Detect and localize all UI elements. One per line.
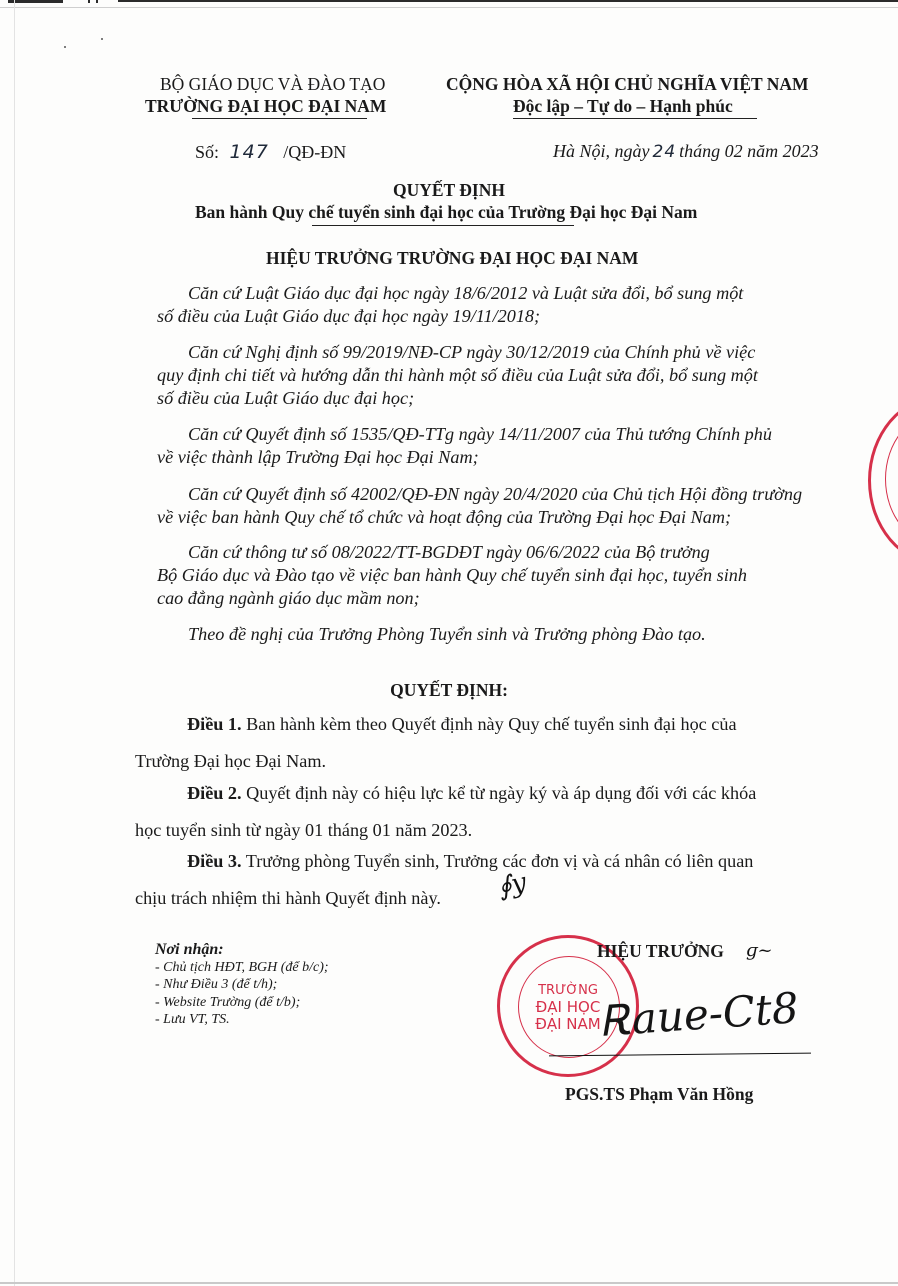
handwritten-signature: Ꭱaue‑Ct8 <box>598 983 801 1046</box>
decision-subject: Ban hành Quy chế tuyển sinh đại học của Trường Đại học Đại Nam <box>195 202 698 222</box>
article-3: Điều 3. Trưởng phòng Tuyển sinh, Trưởng các đơn vị và cá nhân có liên quan chịu trách nhiệm thi hành Quyết định này. <box>135 851 754 908</box>
scan-border-bottom <box>0 1282 898 1284</box>
recipient-item: - Chủ tịch HĐT, BGH (để b/c); <box>155 959 329 975</box>
recipients-title: Nơi nhận: <box>155 941 224 958</box>
subject-underline <box>312 225 574 226</box>
initials-mark: ɡ~ <box>746 940 773 961</box>
page-edge-stamp <box>868 395 898 566</box>
signatory-title: HIỆU TRƯỞNG <box>597 941 724 961</box>
document-date: Hà Nội, ngày 24 tháng 02 năm 2023 <box>553 141 819 162</box>
recipient-item: - Website Trường (để t/b); <box>155 994 301 1010</box>
recipient-item: - Lưu VT, TS. <box>155 1012 230 1027</box>
national-title: CỘNG HÒA XÃ HỘI CHỦ NGHĨA VIỆT NAM <box>446 74 809 94</box>
handwritten-number: 147 <box>229 141 269 163</box>
national-motto: Độc lập – Tự do – Hạnh phúc <box>513 96 733 116</box>
scan-top-edge <box>0 0 898 6</box>
preamble-3: Căn cứ Quyết định số 1535/QĐ-TTg ngày 14/11/2007 của Thủ tướng Chính phủ về việc thành lập Trường Đại học Đại Nam; <box>157 424 772 467</box>
header-left-underline <box>192 118 367 119</box>
article-1: Điều 1. Ban hành kèm theo Quyết định này Quy chế tuyển sinh đại học của Trường Đại học Đại Nam. <box>135 714 737 771</box>
decision-section-heading: QUYẾT ĐỊNH: <box>390 680 508 700</box>
university-name: TRƯỜNG ĐẠI HỌC ĐẠI NAM <box>145 96 387 116</box>
preamble-1: Căn cứ Luật Giáo dục đại học ngày 18/6/2012 và Luật sửa đổi, bổ sung một số điều của Luật Giáo dục đại học ngày 19/11/2018; <box>157 283 744 326</box>
scan-speck <box>64 46 66 48</box>
ministry-name: BỘ GIÁO DỤC VÀ ĐÀO TẠO <box>160 74 386 94</box>
recipient-item: - Như Điều 3 (để t/h); <box>155 977 278 992</box>
document-number: Số: 147 /QĐ-ĐN <box>195 141 347 163</box>
signatory-name: PGS.TS Phạm Văn Hồng <box>565 1084 754 1104</box>
recipients-block <box>155 941 329 1029</box>
preamble-5: Căn cứ thông tư số 08/2022/TT-BGDĐT ngày 06/6/2022 của Bộ trưởng Bộ Giáo dục và Đào tạo về việc ban hành Quy chế tuyển sinh đại học, tuyển sinh cao đẳng ngành giáo dục mầm non; <box>157 542 747 608</box>
article-2: Điều 2. Quyết định này có hiệu lực kể từ ngày ký và áp dụng đối với các khóa học tuyển sinh từ ngày 01 tháng 01 năm 2023. <box>135 783 757 840</box>
issuing-authority: HIỆU TRƯỞNG TRƯỜNG ĐẠI HỌC ĐẠI NAM <box>266 248 639 268</box>
official-stamp: TRƯỜNG ĐẠI HỌC ĐẠI NAM <box>497 935 639 1077</box>
preamble-6: Theo đề nghị của Trưởng Phòng Tuyển sinh và Trưởng phòng Đào tạo. <box>188 624 706 644</box>
preamble-4: Căn cứ Quyết định số 42002/QĐ-ĐN ngày 20/4/2020 của Chủ tịch Hội đồng trường về việc ban hành Quy chế tổ chức và hoạt động của Trường Đại học Đại Nam; <box>157 484 803 527</box>
preamble-2: Căn cứ Nghị định số 99/2019/NĐ-CP ngày 30/12/2019 của Chính phủ về việc quy định chi tiết và hướng dẫn thi hành một số điều của Luật sửa đổi, bổ sung một số điều của Luật Giáo dục đại học; <box>157 342 758 408</box>
scan-speck <box>101 38 103 40</box>
scan-border-top <box>0 7 898 8</box>
initials-mark: ∮y <box>495 867 530 903</box>
header-right-underline <box>513 118 757 119</box>
decision-heading: QUYẾT ĐỊNH <box>393 180 505 200</box>
handwritten-day: 24 <box>652 142 677 162</box>
